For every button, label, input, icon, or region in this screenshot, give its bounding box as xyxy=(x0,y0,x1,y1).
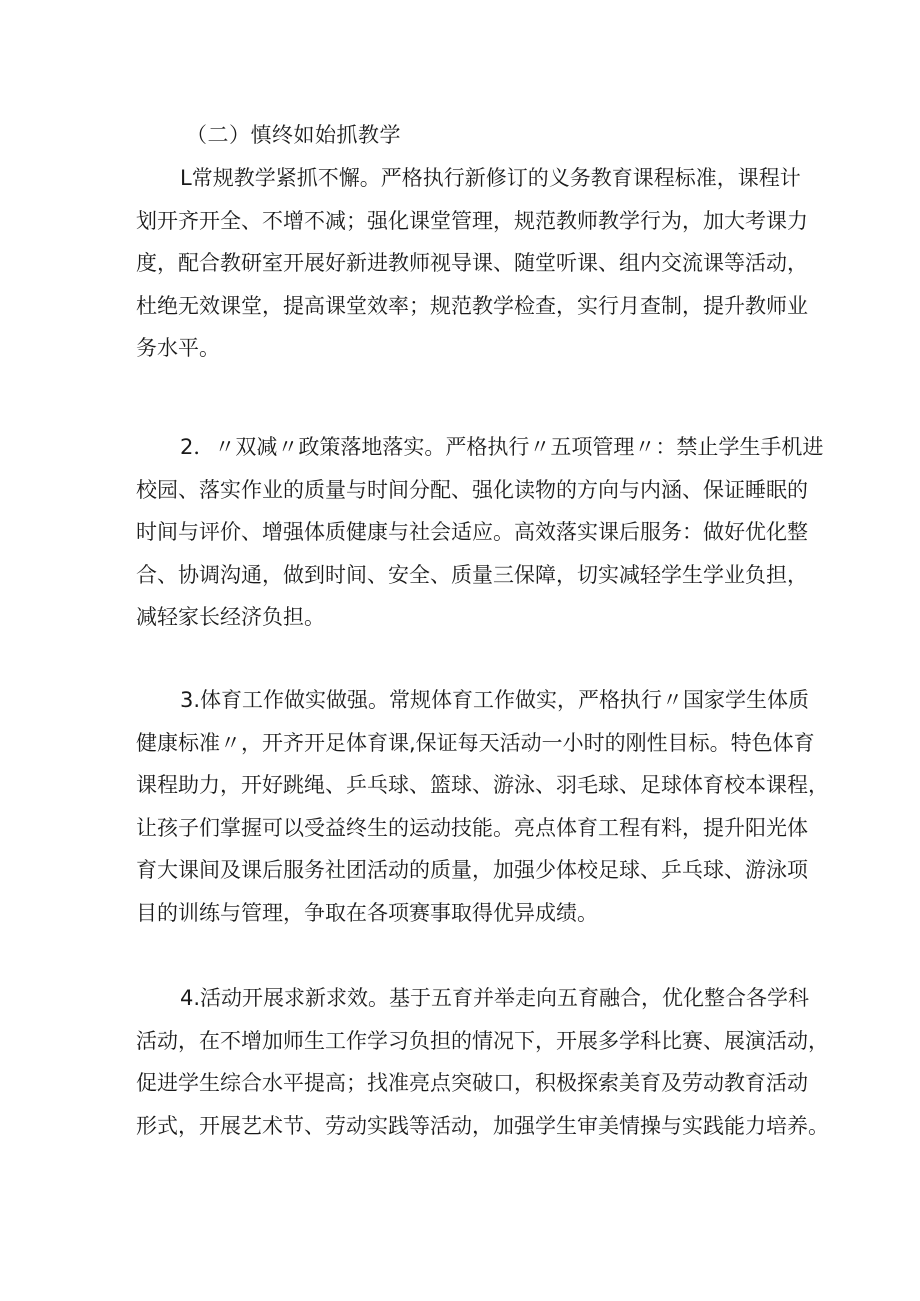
paragraph-line: 课程助力，开好跳绳、乒乓球、篮球、游泳、羽毛球、足球体育校本课程， xyxy=(136,773,829,797)
paragraph-line: 育大课间及课后服务社团活动的质量，加强少体校足球、乒乓球、游泳项 xyxy=(136,858,808,882)
paragraph-line: 合、协调沟通，做到时间、安全、质量三保障，切实减轻学生学业负担， xyxy=(136,562,808,587)
paragraph-line: 校园、落实作业的质量与时间分配、强化读物的方向与内涵、保证睡眠的 xyxy=(136,477,808,502)
paragraph-double-reduction xyxy=(136,426,824,639)
paragraph-line: 4.活动开展求新求效。基于五育并举走向五育融合，优化整合各学科 xyxy=(180,986,810,1010)
section-heading: （二）慎终如始抓教学 xyxy=(186,123,401,147)
paragraph-line: 划开齐开全、不增不减；强化课堂管理，规范教师教学行为，加大考课力 xyxy=(136,208,808,233)
paragraph-line: 形式，开展艺术节、劳动实践等活动，加强学生审美情操与实践能力培养。 xyxy=(136,1113,829,1138)
paragraph-line: 杜绝无效课堂，提高课堂效率；规范教学检查，实行月查制，提升教师业 xyxy=(136,293,808,318)
paragraph-activities xyxy=(136,977,829,1147)
paragraph-line: 让孩子们掌握可以受益终生的运动技能。亮点体育工程有料，提升阳光体 xyxy=(136,815,808,840)
paragraph-line: 减轻家长经济负担。 xyxy=(136,605,325,629)
paragraph-line: 时间与评价、增强体质健康与社会适应。高效落实课后服务：做好优化整 xyxy=(136,520,808,544)
paragraph-physical-education xyxy=(136,679,829,934)
paragraph-line: 活动，在不增加师生工作学习负担的情况下，开展多学科比赛、展演活动， xyxy=(136,1028,829,1053)
paragraph-line: 促进学生综合水平提高；找准亮点突破口，积极探索美育及劳动教育活动 xyxy=(136,1071,808,1095)
paragraph-line: L常规教学紧抓不懈。严格执行新修订的义务教育课程标准，课程计 xyxy=(180,166,801,190)
paragraph-routine-teaching xyxy=(136,157,808,370)
paragraph-line: 务水平。 xyxy=(136,336,220,360)
paragraph-line: 目的训练与管理，争取在各项赛事取得优异成绩。 xyxy=(136,900,598,925)
paragraph-line: 健康标准〃，开齐开足体育课,保证每天活动一小时的刚性目标。特色体育 xyxy=(136,730,815,755)
paragraph-line: 3.体育工作做实做强。常规体育工作做实，严格执行〃国家学生体质 xyxy=(180,688,810,712)
paragraph-line: 度，配合教研室开展好新进教师视导课、随堂听课、组内交流课等活动， xyxy=(136,251,808,275)
paragraph-line: 2．〃双减〃政策落地落实。严格执行〃五项管理〃：禁止学生手机进 xyxy=(180,435,824,459)
